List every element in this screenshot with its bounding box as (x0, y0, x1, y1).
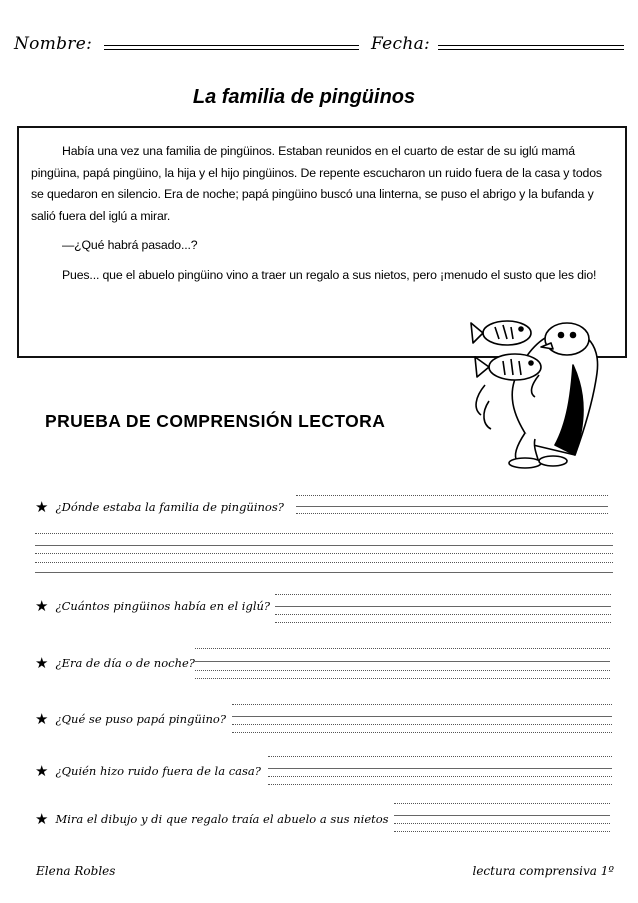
answer-line[interactable] (35, 553, 613, 554)
answer-line[interactable] (35, 562, 613, 563)
answer-line[interactable] (296, 495, 608, 496)
answer-line[interactable] (195, 670, 610, 671)
question-1-text: ¿Dónde estaba la familia de pingüinos? (55, 500, 284, 514)
question-2 (35, 597, 270, 615)
answer-line[interactable] (268, 784, 612, 785)
star-icon: ★ (35, 762, 49, 780)
answer-line[interactable] (394, 815, 610, 816)
question-3-text: ¿Era de día o de noche? (55, 656, 195, 670)
date-field[interactable] (438, 46, 624, 50)
footer-author: Elena Robles (36, 864, 116, 878)
answer-line[interactable] (268, 768, 612, 769)
answer-line[interactable] (394, 831, 610, 832)
answer-line[interactable] (275, 606, 611, 607)
question-2-text: ¿Cuántos pingüinos había en el iglú? (55, 599, 271, 613)
answer-line[interactable] (195, 661, 610, 662)
answer-line[interactable] (275, 622, 611, 623)
answer-line[interactable] (195, 648, 610, 649)
star-icon: ★ (35, 597, 49, 615)
star-icon: ★ (35, 810, 49, 828)
answer-line[interactable] (268, 756, 612, 757)
answer-line[interactable] (232, 724, 612, 725)
date-label: Fecha: (371, 34, 431, 54)
answer-line[interactable] (268, 776, 612, 777)
star-icon: ★ (35, 498, 49, 516)
answer-line[interactable] (275, 594, 611, 595)
question-4-text: ¿Qué se puso papá pingüino? (55, 712, 227, 726)
question-6-text: Mira el dibujo y di que regalo traía el abuelo a sus nietos (55, 812, 389, 826)
name-field[interactable] (104, 46, 359, 50)
answer-line[interactable] (35, 572, 613, 573)
name-label: Nombre: (14, 34, 93, 54)
question-5 (35, 762, 261, 780)
footer-course: lectura comprensiva 1º (472, 864, 614, 878)
comprehension-heading: PRUEBA DE COMPRENSIÓN LECTORA (45, 411, 386, 431)
question-1 (35, 498, 284, 516)
question-3 (35, 654, 195, 672)
story-paragraph-2: —¿Qué habrá pasado...? (62, 238, 198, 252)
answer-line[interactable] (35, 533, 613, 534)
answer-line[interactable] (394, 823, 610, 824)
answer-line[interactable] (35, 545, 613, 546)
question-6 (35, 810, 389, 828)
star-icon: ★ (35, 654, 49, 672)
answer-line[interactable] (232, 704, 612, 705)
page-title: La familia de pingüinos (192, 86, 416, 108)
penguin-illustration (455, 305, 615, 475)
answer-line[interactable] (195, 678, 610, 679)
answer-line[interactable] (394, 803, 610, 804)
question-5-text: ¿Quién hizo ruido fuera de la casa? (55, 764, 261, 778)
answer-line[interactable] (232, 732, 612, 733)
answer-line[interactable] (275, 614, 611, 615)
answer-line[interactable] (232, 716, 612, 717)
story-paragraph-3: Pues... que el abuelo pingüino vino a traer un regalo a sus nietos, pero ¡menudo el susto que les dio! (62, 267, 597, 282)
answer-line[interactable] (296, 513, 608, 514)
star-icon: ★ (35, 710, 49, 728)
question-4 (35, 710, 226, 728)
answer-line[interactable] (296, 506, 608, 507)
story-paragraph-1: Había una vez una familia de pingüinos. Estaban reunidos en el cuarto de estar de su iglú mamá pingüina, papá pingüino, la hija y el hijo pingüinos. De repente escucharon un ruido fuera de la casa y todos se quedaron en silencio. Era de noche; papá pingüino buscó una linterna, se puso el abrigo y la bufanda y salió fuera del iglú a mirar. (31, 144, 602, 223)
